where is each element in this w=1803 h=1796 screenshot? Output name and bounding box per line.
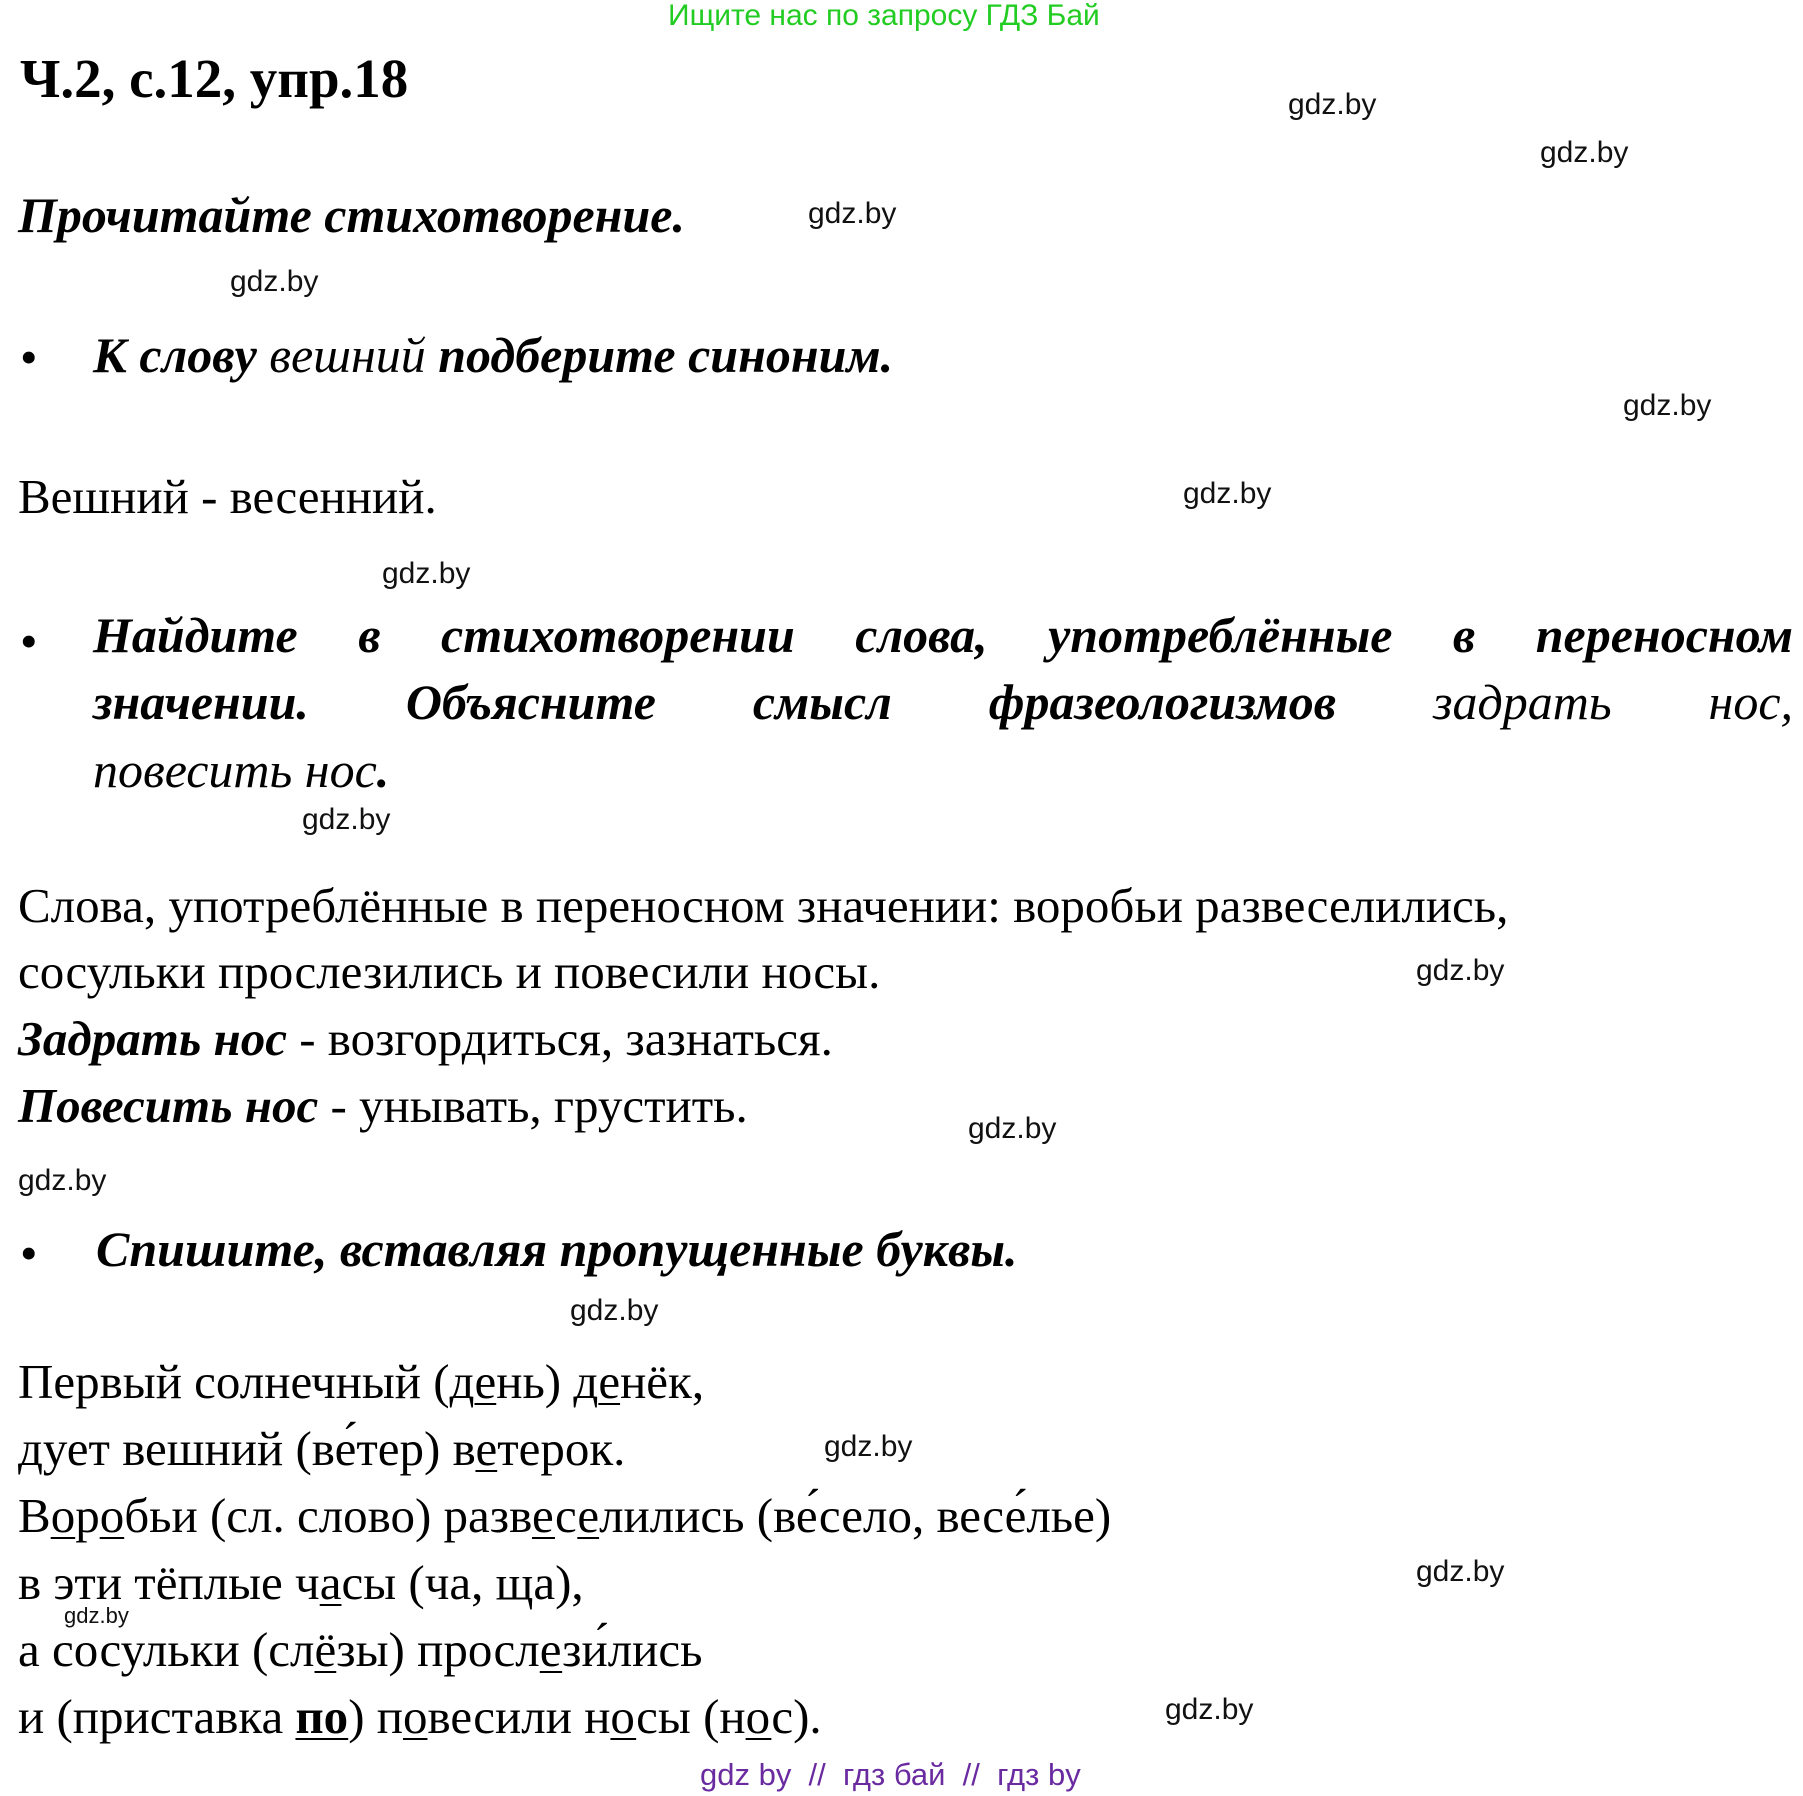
poem-line: Воробьи (сл. слово) развеселились (ве́село, весе́лье) <box>18 1488 1112 1543</box>
task-word: вешний <box>269 327 426 383</box>
footer-links: gdz by // гдз бай // гдз by <box>700 1757 1081 1792</box>
inserted-letter: о <box>402 1689 428 1744</box>
watermark: gdz.by <box>382 557 471 590</box>
inserted-letter: е <box>598 1354 621 1409</box>
bullet-icon: • <box>20 329 38 385</box>
watermark: gdz.by <box>824 1430 913 1463</box>
idiom-definition: - возгордиться, зазнаться. <box>286 1011 833 1066</box>
watermark: gdz.by <box>1623 389 1712 422</box>
poem-line: дует вешний (ве́тер) ветерок. <box>18 1421 626 1476</box>
page-title: Ч.2, с.12, упр.18 <box>20 48 409 109</box>
watermark: gdz.by <box>1416 1555 1505 1588</box>
inserted-letter: о <box>99 1488 125 1543</box>
inserted-letter: ё <box>314 1622 337 1677</box>
answer-idiom-1 <box>18 1010 833 1067</box>
watermark: gdz.by <box>1540 136 1629 169</box>
task-copy: Спишите, вставляя пропущенные буквы. <box>96 1221 1018 1277</box>
bullet-icon: • <box>20 613 38 669</box>
task-text: значении. <box>93 674 309 730</box>
task-figurative-line <box>93 741 389 799</box>
inserted-letter: е <box>475 1421 498 1476</box>
task-text: фразеологизмов <box>988 674 1337 730</box>
task-idiom: повесить нос <box>93 742 377 798</box>
bullet-icon: • <box>20 1225 38 1281</box>
task-figurative-line: Найдите в стихотворении слова, употреблённые в переносном <box>93 607 1793 663</box>
inserted-letter: е <box>474 1354 497 1409</box>
task-read-poem: Прочитайте стихотворение. <box>18 187 685 243</box>
task-text: . <box>376 742 390 798</box>
watermark: gdz.by <box>18 1164 107 1197</box>
watermark: gdz.by <box>64 1603 129 1628</box>
watermark: gdz.by <box>968 1112 1057 1145</box>
answer-idiom-2 <box>18 1077 748 1134</box>
prefix-label: по <box>295 1689 349 1744</box>
watermark: gdz.by <box>230 265 319 298</box>
watermark: gdz.by <box>1416 954 1505 987</box>
poem-line: в эти тёплые часы (ча, ща), <box>18 1555 584 1610</box>
inserted-letter: о <box>610 1689 637 1744</box>
inserted-letter: о <box>745 1689 772 1744</box>
watermark: gdz.by <box>1165 1693 1254 1726</box>
task-idiom: задрать <box>1432 674 1612 730</box>
poem-line: Первый солнечный (день) денёк, <box>18 1354 705 1409</box>
task-text: Объясните <box>405 674 656 730</box>
inserted-letter: о <box>50 1488 76 1543</box>
idiom-term: Задрать нос <box>18 1011 287 1066</box>
inserted-letter: а <box>319 1555 342 1610</box>
task-text: К слову <box>93 327 257 383</box>
watermark: gdz.by <box>1183 477 1272 510</box>
inserted-letter: е <box>539 1622 563 1677</box>
answer-figurative-line: Слова, употреблённые в переносном значении: воробьи развеселились, <box>18 878 1509 933</box>
inserted-letter: е <box>531 1488 555 1543</box>
task-text: смысл <box>752 674 892 730</box>
answer-figurative-line: сосульки прослезились и повесили носы. <box>18 944 881 999</box>
watermark: gdz.by <box>302 803 391 836</box>
idiom-definition: - унывать, грустить. <box>318 1078 748 1133</box>
answer-synonym: Вешний - весенний. <box>18 469 437 524</box>
watermark: gdz.by <box>808 197 897 230</box>
task-figurative-line <box>93 673 1793 731</box>
watermark: gdz.by <box>570 1294 659 1327</box>
task-text: подберите синоним. <box>438 327 894 383</box>
poem-line: а сосульки (слёзы) прослези́лись <box>18 1622 703 1677</box>
watermark: gdz.by <box>1288 88 1377 121</box>
poem-line: и (приставка по) повесили носы (нос). <box>18 1689 822 1744</box>
inserted-letter: е <box>577 1488 600 1543</box>
idiom-term: Повесить нос <box>18 1078 319 1133</box>
task-idiom: нос, <box>1708 674 1794 730</box>
top-banner: Ищите нас по запросу ГДЗ Бай <box>668 0 1100 32</box>
task-synonym <box>93 326 893 384</box>
